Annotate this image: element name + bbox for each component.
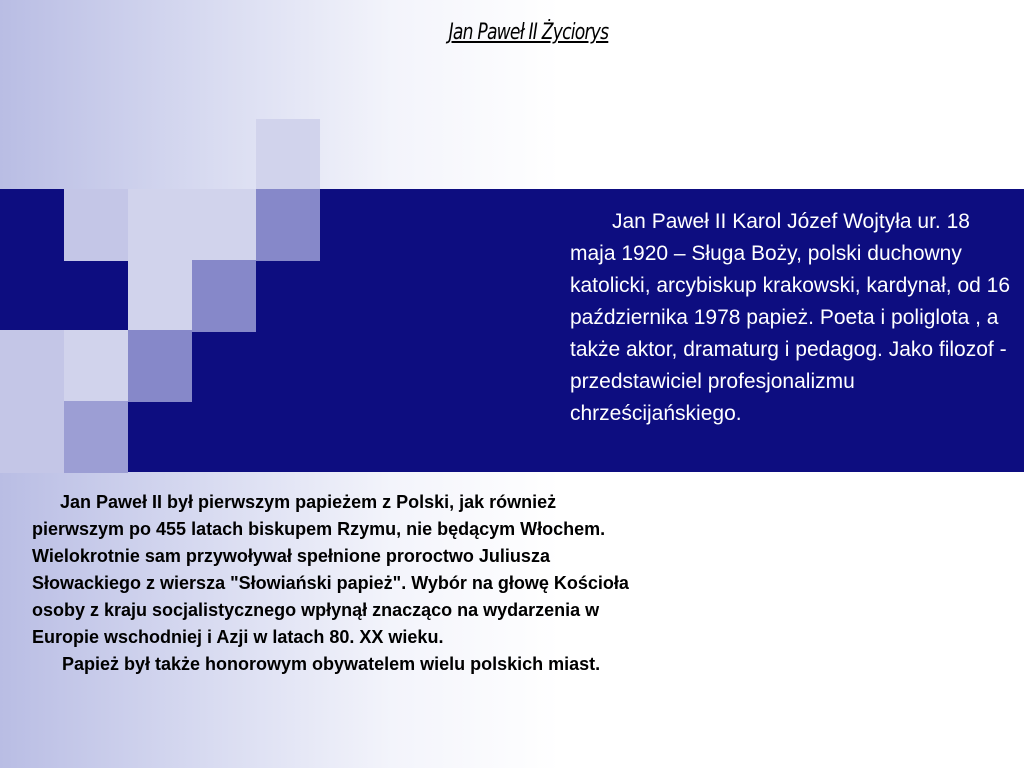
decorative-square: [128, 330, 192, 402]
decorative-square: [192, 189, 256, 261]
bio-text: Jan Paweł II Karol Józef Wojtyła ur. 18 maja 1920 – Sługa Boży, polski duchowny katolicki, arcybiskup krakowski, kardynał, od 16 października 1978 papież. Poeta i poliglota , a także aktor, dramaturg i pedagog. Jako filozof - przedstawiciel profesjonalizmu chrześcijańskiego.: [570, 210, 1011, 425]
decorative-square: [256, 189, 320, 261]
decorative-square: [64, 189, 128, 261]
decorative-square: [64, 401, 128, 473]
page-title: Jan Paweł II Życiorys: [448, 20, 609, 45]
body-text-block: [32, 489, 632, 678]
paragraph-2: Papież był także honorowym obywatelem wielu polskich miast.: [62, 654, 601, 674]
paragraph-1: Jan Paweł II był pierwszym papieżem z Polski, jak również pierwszym po 455 latach biskupem Rzymu, nie będącym Włochem. Wielokrotnie sam przywoływał spełnione proroctwo Juliusza Słowackiego z wiersza "Słowiański papież". Wybór na głowę Kościoła osoby z kraju socjalistycznego wpłynął znacząco na wydarzenia w Europie wschodniej i Azji w latach 80. XX wieku.: [32, 492, 629, 647]
decorative-square: [0, 330, 64, 402]
decorative-square: [0, 401, 64, 473]
bio-text-block: [570, 206, 1010, 430]
decorative-square: [192, 260, 256, 332]
decorative-square: [64, 330, 128, 402]
decorative-square: [128, 260, 192, 332]
decorative-square: [128, 189, 192, 261]
decorative-square: [256, 119, 320, 191]
